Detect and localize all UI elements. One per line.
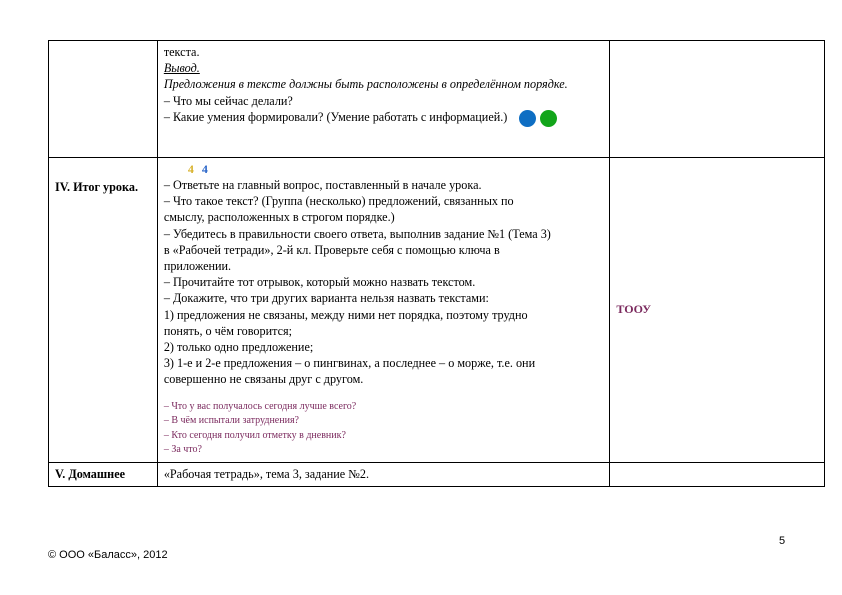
- text-line: 3) 1-е и 2-е предложения – о пингвинах, а последнее – о морже, т.е. они: [163, 356, 536, 371]
- score-marks: [164, 161, 604, 177]
- dot-markers: [515, 109, 557, 127]
- mark-blue: 4: [201, 162, 208, 176]
- content-cell: [157, 462, 610, 486]
- blue-circle-icon: [519, 110, 536, 127]
- text-line: совершенно не связаны друг с другом.: [163, 372, 364, 387]
- reflection-line: – За что?: [163, 444, 202, 456]
- text-line: приложении.: [163, 259, 232, 274]
- page-number: 5: [779, 535, 786, 547]
- question-line: – Что мы сейчас делали?: [163, 93, 293, 108]
- lesson-table: [48, 40, 825, 487]
- content-cell: [157, 158, 610, 463]
- text-line: – Докажите, что три других варианта нельзя назвать текстами:: [163, 291, 489, 306]
- content-cell: [157, 41, 610, 158]
- text-line: – Убедитесь в правильности своего ответа, выполнив задание №1 (Тема 3): [163, 226, 551, 241]
- homework-text: «Рабочая тетрадь», тема 3, задание №2.: [163, 466, 370, 481]
- text-line: – Прочитайте тот отрывок, который можно назвать текстом.: [163, 275, 476, 290]
- text-line: – Ответьте на главный вопрос, поставленный в начале урока.: [163, 178, 482, 192]
- conclusion-text: Предложения в тексте должны быть расположены в определённом порядке.: [163, 77, 568, 92]
- note-cell: [610, 41, 825, 158]
- stage-cell: [49, 158, 158, 463]
- note-cell: [610, 462, 825, 486]
- table-row: [49, 158, 825, 463]
- text-line: 1) предложения не связаны, между ними нет порядка, поэтому трудно: [163, 307, 528, 322]
- reflection-line: – Что у вас получалось сегодня лучше всего?: [163, 400, 357, 412]
- mark-yellow: 4: [187, 162, 194, 176]
- green-circle-icon: [540, 110, 557, 127]
- reflection-questions: [164, 400, 604, 458]
- table-row: [49, 462, 825, 486]
- reflection-line: – Кто сегодня получил отметку в дневник?: [163, 429, 346, 441]
- stage-title: V. Домашнее: [55, 466, 126, 481]
- conclusion-label: Вывод.: [163, 61, 200, 76]
- stage-title: IV. Итог урока.: [55, 180, 138, 194]
- copyright-footer: © ООО «Баласс», 2012: [48, 549, 168, 561]
- side-note: ТООУ: [616, 302, 652, 317]
- text-line: текста.: [163, 45, 200, 59]
- text-line: в «Рабочей тетради», 2-й кл. Проверьте себя с помощью ключа в: [163, 242, 500, 257]
- reflection-line: – В чём испытали затруднения?: [163, 415, 299, 427]
- stage-cell: [49, 41, 158, 158]
- note-cell: [610, 158, 825, 463]
- text-line: понять, о чём говорится;: [163, 323, 293, 338]
- text-line: 2) только одно предложение;: [163, 340, 314, 355]
- text-line: – Что такое текст? (Группа (несколько) предложений, связанных по: [163, 194, 514, 209]
- text-line: смыслу, расположенных в строгом порядке.): [163, 210, 395, 225]
- table-row: [49, 41, 825, 158]
- stage-cell: [49, 462, 158, 486]
- question-line: – Какие умения формировали? (Умение работать с информацией.): [164, 109, 604, 127]
